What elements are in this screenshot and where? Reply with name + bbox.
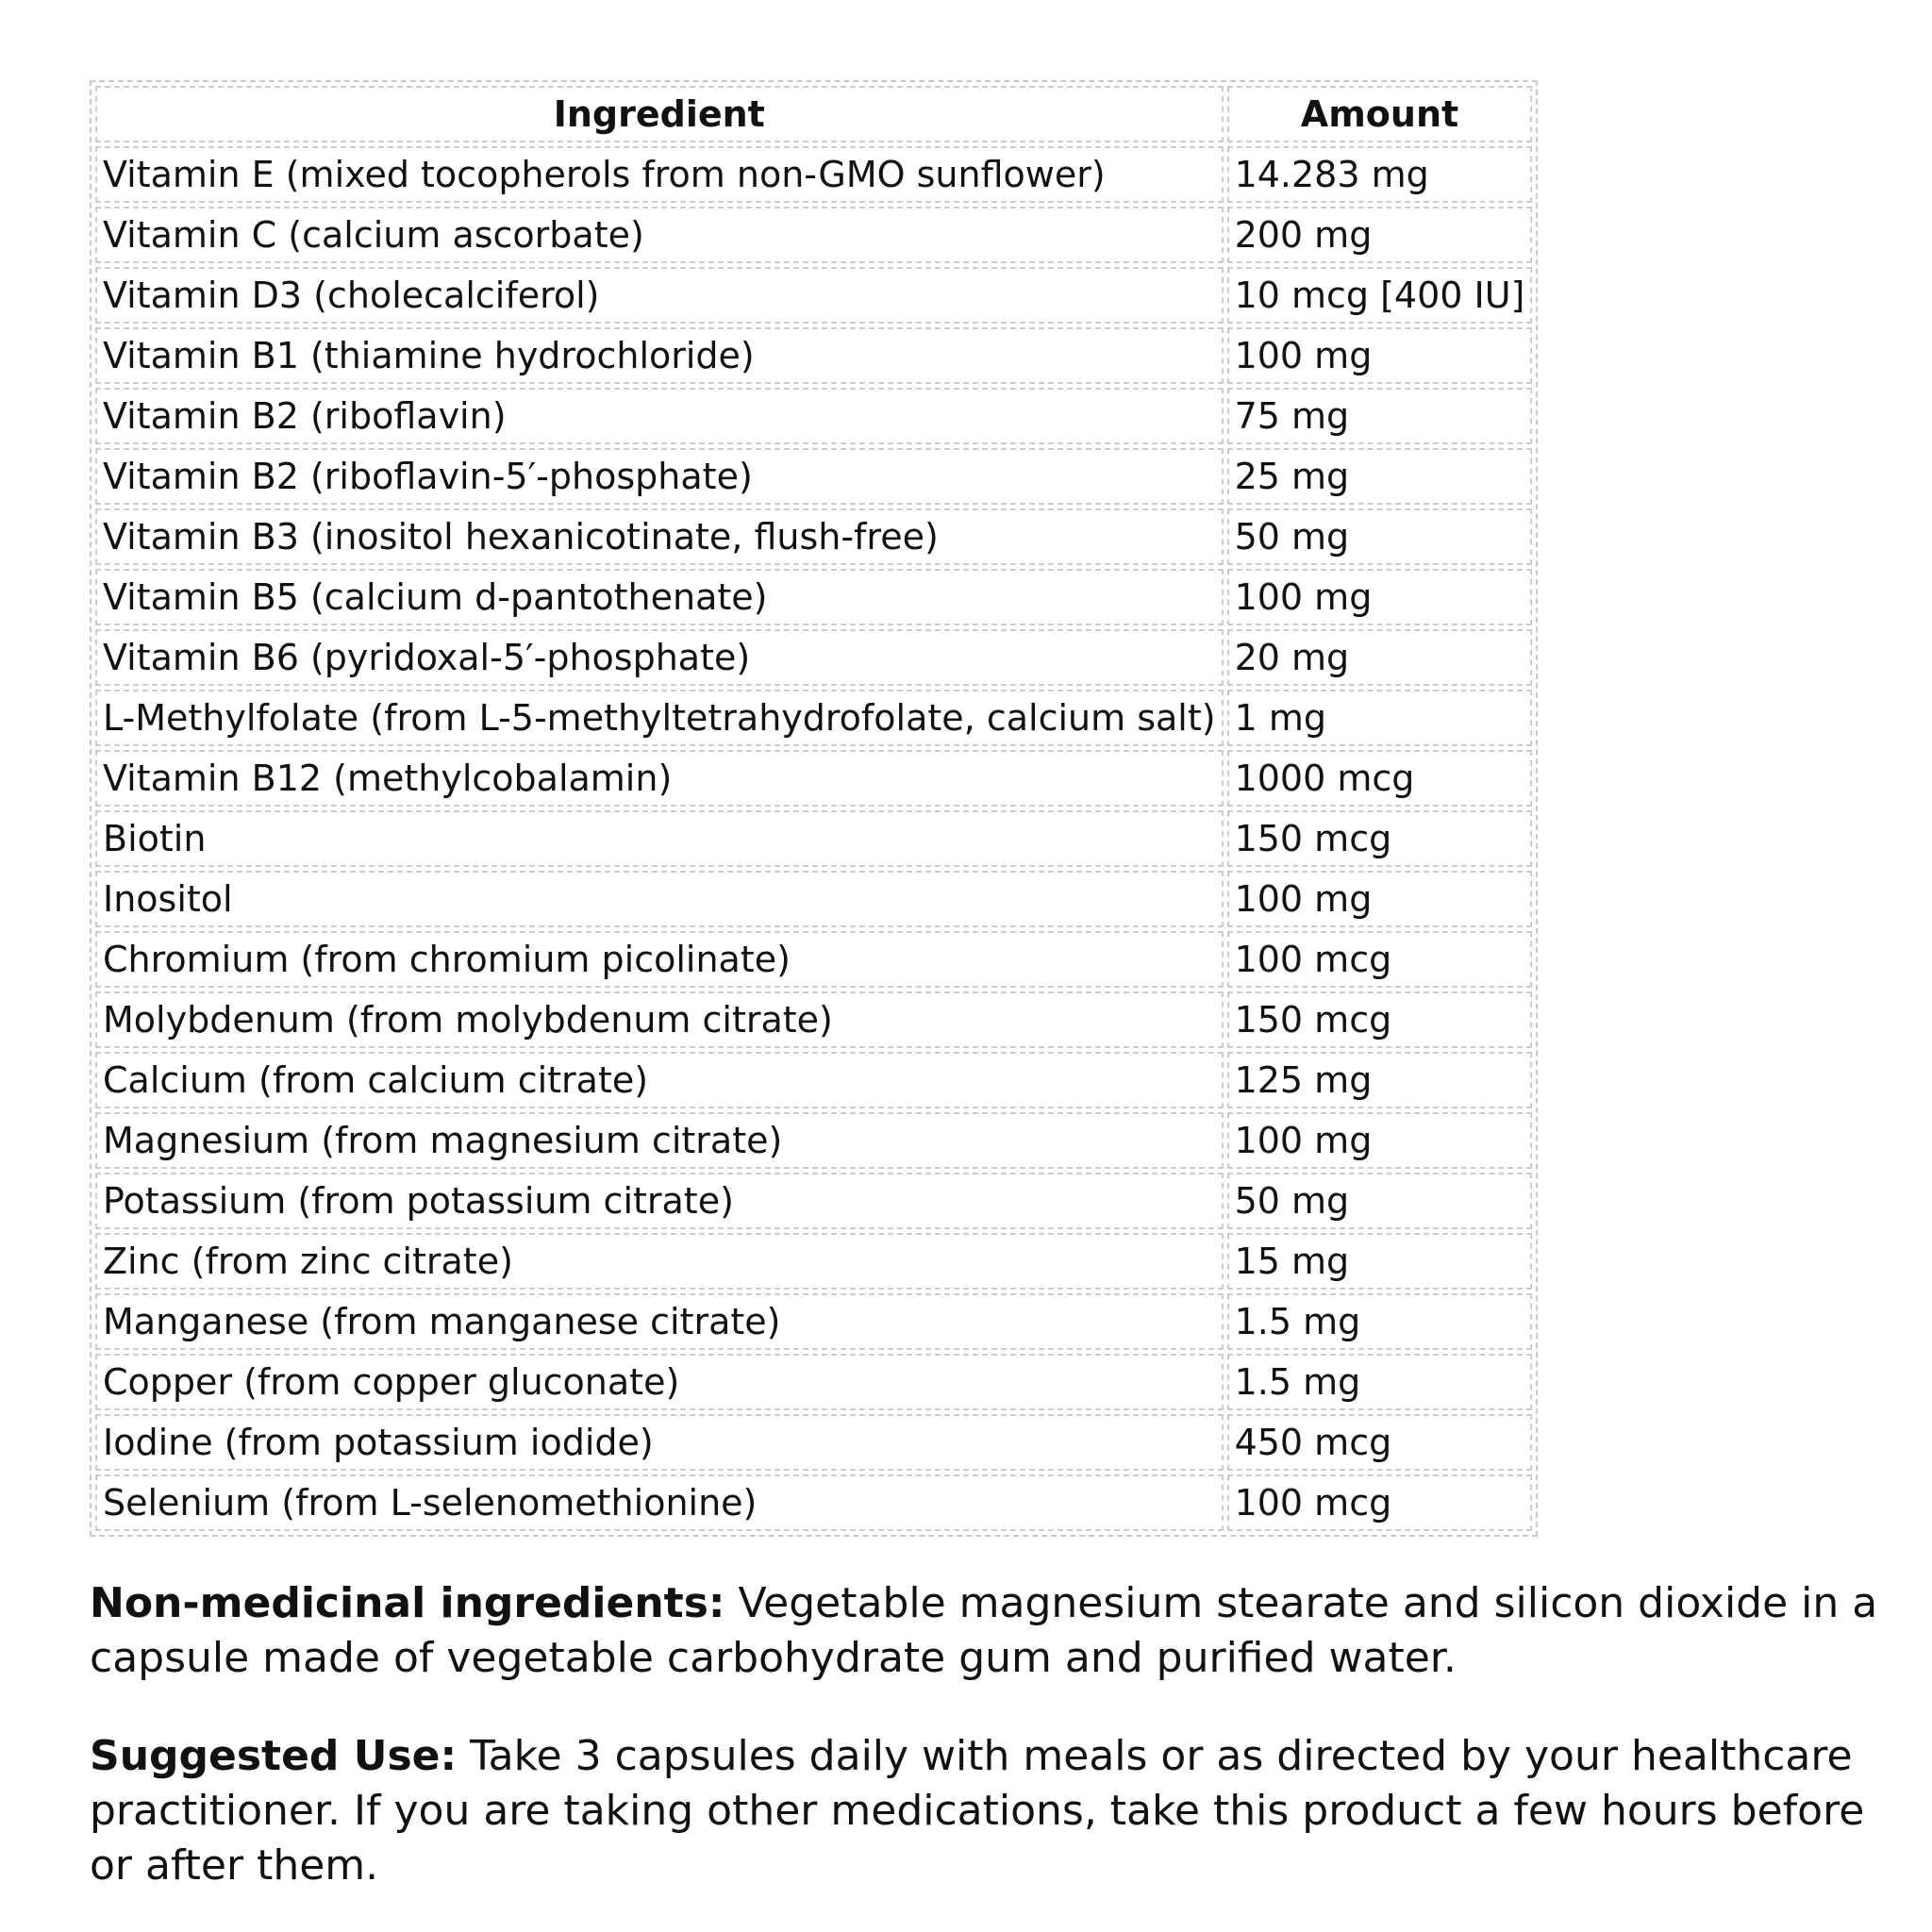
ingredient-cell: Calcium (from calcium citrate) — [95, 1052, 1224, 1108]
header-amount: Amount — [1227, 86, 1533, 142]
amount-cell: 75 mg — [1227, 388, 1533, 444]
table-row — [95, 750, 1532, 807]
table-row — [95, 1293, 1532, 1350]
table-row — [95, 1052, 1532, 1108]
ingredient-cell: Vitamin B12 (methylcobalamin) — [95, 750, 1224, 807]
amount-cell: 1.5 mg — [1227, 1293, 1533, 1350]
table-row — [95, 690, 1532, 746]
amount-cell: 1.5 mg — [1227, 1354, 1533, 1410]
non-medicinal-ingredients — [90, 1576, 1882, 1686]
ingredient-cell: Vitamin B6 (pyridoxal-5′-phosphate) — [95, 629, 1224, 686]
ingredient-cell: Chromium (from chromium picolinate) — [95, 931, 1224, 988]
ingredient-cell: Vitamin C (calcium ascorbate) — [95, 207, 1224, 263]
suggested-use-text: Take 3 capsules daily with meals or as directed by your healthcare practitioner. If you are taking other medications, take this product a few hours before or after them. — [90, 1732, 1865, 1890]
ingredient-cell: Vitamin B5 (calcium d-pantothenate) — [95, 569, 1224, 625]
amount-cell: 1000 mcg — [1227, 750, 1533, 807]
table-row — [95, 810, 1532, 867]
ingredient-cell: L-Methylfolate (from L-5-methyltetrahydrofolate, calcium salt) — [95, 690, 1224, 746]
table-row — [95, 1173, 1532, 1229]
table-row — [95, 207, 1532, 263]
table-row — [95, 1414, 1532, 1471]
header-ingredient: Ingredient — [95, 86, 1224, 142]
table-row — [95, 1474, 1532, 1531]
amount-cell: 450 mcg — [1227, 1414, 1533, 1471]
ingredient-cell: Iodine (from potassium iodide) — [95, 1414, 1224, 1471]
amount-cell: 50 mg — [1227, 508, 1533, 565]
amount-cell: 100 mcg — [1227, 931, 1533, 988]
amount-cell: 100 mg — [1227, 1112, 1533, 1169]
table-row — [95, 327, 1532, 384]
ingredient-cell: Inositol — [95, 871, 1224, 927]
amount-cell: 125 mg — [1227, 1052, 1533, 1108]
suggested-use — [90, 1729, 1882, 1893]
ingredient-cell: Copper (from copper gluconate) — [95, 1354, 1224, 1410]
non-medicinal-text: Vegetable magnesium stearate and silicon dioxide in a capsule made of vegetable carbohydrate gum and purified water. — [90, 1579, 1878, 1682]
ingredient-cell: Manganese (from manganese citrate) — [95, 1293, 1224, 1350]
amount-cell: 14.283 mg — [1227, 146, 1533, 203]
table-row — [95, 569, 1532, 625]
ingredient-cell: Vitamin B3 (inositol hexanicotinate, flush-free) — [95, 508, 1224, 565]
amount-cell: 50 mg — [1227, 1173, 1533, 1229]
table-row — [95, 629, 1532, 686]
amount-cell: 150 mcg — [1227, 810, 1533, 867]
ingredient-cell: Molybdenum (from molybdenum citrate) — [95, 991, 1224, 1048]
table-row — [95, 931, 1532, 988]
page-content — [90, 80, 1882, 1893]
amount-cell: 150 mcg — [1227, 991, 1533, 1048]
amount-cell: 100 mcg — [1227, 1474, 1533, 1531]
amount-cell: 100 mg — [1227, 871, 1533, 927]
table-row — [95, 871, 1532, 927]
ingredient-cell: Zinc (from zinc citrate) — [95, 1233, 1224, 1290]
ingredient-cell: Biotin — [95, 810, 1224, 867]
table-row — [95, 991, 1532, 1048]
ingredient-cell: Vitamin B2 (riboflavin-5′-phosphate) — [95, 448, 1224, 505]
table-row — [95, 1112, 1532, 1169]
amount-cell: 20 mg — [1227, 629, 1533, 686]
table-row — [95, 1233, 1532, 1290]
table-row — [95, 267, 1532, 324]
amount-cell: 100 mg — [1227, 327, 1533, 384]
table-row — [95, 508, 1532, 565]
amount-cell: 15 mg — [1227, 1233, 1533, 1290]
amount-cell: 1 mg — [1227, 690, 1533, 746]
amount-cell: 10 mcg [400 IU] — [1227, 267, 1533, 324]
amount-cell: 200 mg — [1227, 207, 1533, 263]
table-header-row — [95, 86, 1532, 142]
ingredient-cell: Vitamin D3 (cholecalciferol) — [95, 267, 1224, 324]
ingredients-table — [90, 80, 1538, 1537]
table-row — [95, 388, 1532, 444]
table-row — [95, 448, 1532, 505]
amount-cell: 25 mg — [1227, 448, 1533, 505]
ingredient-cell: Potassium (from potassium citrate) — [95, 1173, 1224, 1229]
table-row — [95, 146, 1532, 203]
non-medicinal-label: Non-medicinal ingredients: — [90, 1579, 725, 1627]
table-row — [95, 1354, 1532, 1410]
amount-cell: 100 mg — [1227, 569, 1533, 625]
suggested-use-label: Suggested Use: — [90, 1732, 458, 1780]
ingredient-cell: Vitamin B1 (thiamine hydrochloride) — [95, 327, 1224, 384]
ingredient-cell: Magnesium (from magnesium citrate) — [95, 1112, 1224, 1169]
ingredient-cell: Selenium (from L-selenomethionine) — [95, 1474, 1224, 1531]
ingredient-cell: Vitamin B2 (riboflavin) — [95, 388, 1224, 444]
ingredient-cell: Vitamin E (mixed tocopherols from non-GMO sunflower) — [95, 146, 1224, 203]
